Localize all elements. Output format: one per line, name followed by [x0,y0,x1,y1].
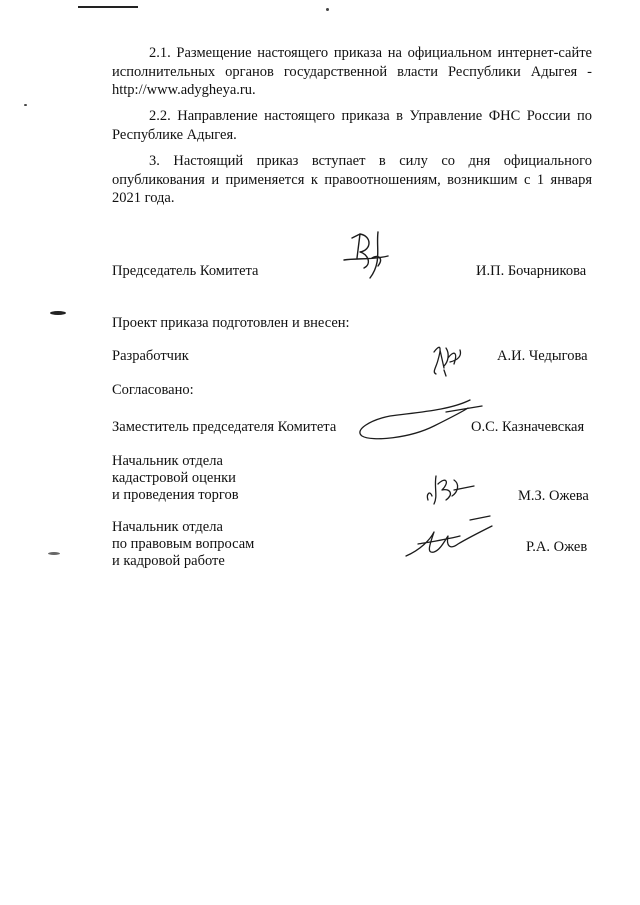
chairman-signature [338,228,398,292]
deputy-title: Заместитель председателя Комитета [112,419,337,435]
cadastral-head-signature [420,470,480,510]
deputy-signature [350,396,490,444]
scan-mark [24,104,27,106]
paragraph-3: 3. Настоящий приказ вступает в силу со дня официального опубликования и применяется к правоотношениям, возникшим с 1 января 2021 года. [112,153,592,206]
scan-mark [326,8,329,11]
agreed-label: Согласовано: [112,382,194,398]
top-rule [78,6,138,8]
developer-title: Разработчик [112,348,189,364]
legal-head-title: Начальник отдела по правовым вопросам и кадровой работе [112,519,255,569]
deputy-name: О.С. Казначевская [471,419,585,435]
cadastral-head-name: М.З. Ожева [518,488,589,504]
developer-signature [428,338,468,380]
cadastral-head-title: Начальник отдела кадастровой оценки и проведения торгов [112,453,239,503]
chairman-name: И.П. Бочарникова [476,263,587,279]
scan-mark [50,311,66,315]
paragraph-2-1: 2.1. Размещение настоящего приказа на официальном интернет-сайте исполнительных органов государственной власти Республики Адыгея - http://www.adygheya.ru. [112,45,592,98]
developer-name: А.И. Чедыгова [497,348,588,364]
legal-head-signature [400,514,500,570]
project-note: Проект приказа подготовлен и внесен: [112,315,350,331]
paragraph-2-2: 2.2. Направление настоящего приказа в Управление ФНС России по Республике Адыгея. [112,108,592,143]
legal-head-name: Р.А. Ожев [526,539,588,555]
scan-mark [48,552,60,555]
chairman-title: Председатель Комитета [112,263,259,279]
